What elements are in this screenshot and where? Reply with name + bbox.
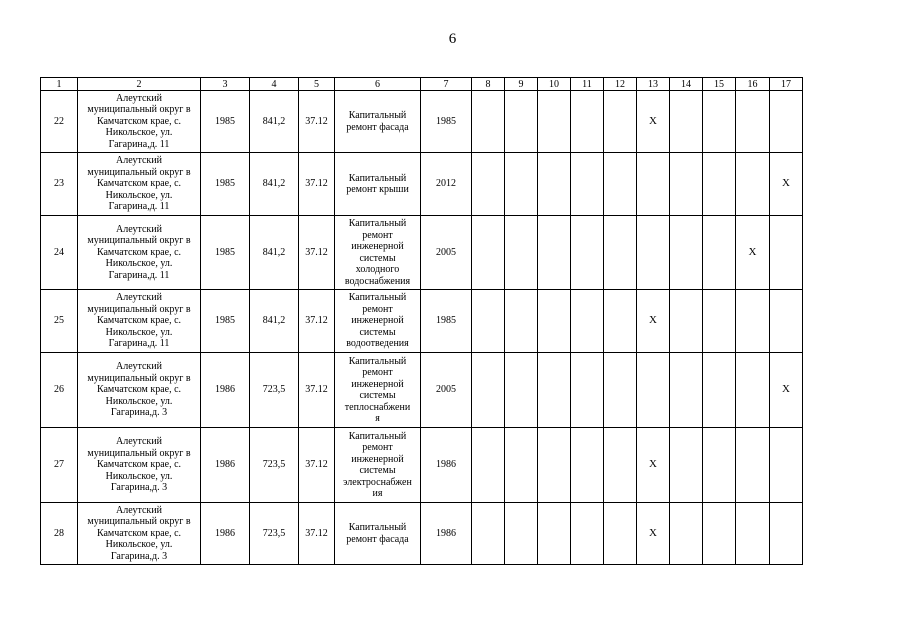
period-cell bbox=[670, 353, 703, 428]
period-cell bbox=[505, 503, 538, 565]
header-cell: 10 bbox=[538, 78, 571, 91]
work-type-cell-line: инженерной bbox=[351, 378, 404, 390]
work-type-cell-line: системы bbox=[359, 326, 396, 338]
address-cell-line: муниципальный округ в bbox=[87, 303, 191, 315]
period-cell bbox=[472, 503, 505, 565]
year-cell: 1985 bbox=[201, 290, 250, 353]
header-cell: 12 bbox=[604, 78, 637, 91]
code-cell: 37.12 bbox=[299, 428, 335, 503]
period-cell bbox=[770, 503, 803, 565]
row-number-cell: 22 bbox=[41, 91, 78, 153]
last-repair-year-cell: 1986 bbox=[421, 428, 472, 503]
period-cell bbox=[736, 290, 770, 353]
period-mark-cell: Х bbox=[637, 503, 670, 565]
period-cell bbox=[637, 216, 670, 290]
header-cell: 1 bbox=[41, 78, 78, 91]
address-cell-line: Гагарина,д. 11 bbox=[108, 201, 170, 213]
period-mark-cell: Х bbox=[637, 91, 670, 153]
work-type-cell-line: ремонт bbox=[362, 229, 393, 241]
code-cell: 37.12 bbox=[299, 353, 335, 428]
header-cell: 4 bbox=[250, 78, 299, 91]
period-mark-cell: Х bbox=[770, 353, 803, 428]
period-mark-cell: Х bbox=[736, 216, 770, 290]
work-type-cell-line: водоотведения bbox=[346, 338, 409, 350]
row-number-cell: 24 bbox=[41, 216, 78, 290]
address-cell-line: Алеутский bbox=[116, 436, 162, 448]
period-cell bbox=[736, 428, 770, 503]
period-cell bbox=[604, 91, 637, 153]
period-cell bbox=[505, 91, 538, 153]
period-cell bbox=[505, 428, 538, 503]
address-cell-line: Гагарина,д. 11 bbox=[108, 138, 170, 150]
period-cell bbox=[703, 503, 736, 565]
period-cell bbox=[736, 503, 770, 565]
last-repair-year-cell: 2005 bbox=[421, 353, 472, 428]
address-cell-line: Никольское, ул. bbox=[105, 258, 173, 270]
work-type-cell bbox=[335, 353, 421, 428]
work-type-cell-line: Капитальный bbox=[348, 430, 407, 442]
address-cell-line: Никольское, ул. bbox=[105, 539, 173, 551]
last-repair-year-cell: 1986 bbox=[421, 503, 472, 565]
work-type-cell-line: инженерной bbox=[351, 315, 404, 327]
address-cell bbox=[78, 216, 201, 290]
header-cell: 6 bbox=[335, 78, 421, 91]
address-cell-line: Алеутский bbox=[116, 292, 162, 304]
work-type-cell-line: электроснабжен bbox=[343, 476, 412, 488]
work-type-cell-line: холодного bbox=[355, 264, 400, 275]
work-type-cell-line: Капитальный bbox=[348, 522, 407, 533]
code-cell: 37.12 bbox=[299, 503, 335, 565]
address-cell-line: муниципальный округ в bbox=[87, 104, 191, 116]
year-cell: 1985 bbox=[201, 91, 250, 153]
address-cell-line: муниципальный округ в bbox=[87, 166, 191, 178]
work-type-cell-line: Капитальный bbox=[348, 110, 407, 121]
work-type-cell-line: ремонт фасада bbox=[346, 533, 409, 545]
address-cell-line: Гагарина,д. 3 bbox=[110, 407, 168, 419]
address-cell-line: Алеутский bbox=[116, 361, 162, 373]
address-cell-line: Алеутский bbox=[116, 92, 162, 104]
address-cell bbox=[78, 91, 201, 153]
period-cell bbox=[538, 353, 571, 428]
period-cell bbox=[571, 216, 604, 290]
year-cell: 1986 bbox=[201, 503, 250, 565]
address-cell-line: Алеутский bbox=[116, 223, 162, 235]
address-cell bbox=[78, 153, 201, 216]
header-cell: 14 bbox=[670, 78, 703, 91]
table-row bbox=[41, 428, 803, 503]
period-cell bbox=[538, 290, 571, 353]
address-cell-line: Камчатском крае, с. bbox=[96, 315, 182, 327]
address-cell-line: Никольское, ул. bbox=[105, 326, 173, 338]
period-cell bbox=[670, 428, 703, 503]
header-cell: 13 bbox=[637, 78, 670, 91]
address-cell bbox=[78, 290, 201, 353]
work-type-cell bbox=[335, 91, 421, 153]
address-cell-line: Никольское, ул. bbox=[105, 189, 173, 201]
period-cell bbox=[670, 91, 703, 153]
page-number: 6 bbox=[448, 31, 457, 47]
address-cell-line: Никольское, ул. bbox=[105, 127, 173, 139]
work-type-cell-line: я bbox=[375, 413, 380, 424]
period-cell bbox=[670, 290, 703, 353]
last-repair-year-cell: 1985 bbox=[421, 290, 472, 353]
code-cell: 37.12 bbox=[299, 153, 335, 216]
period-cell bbox=[703, 216, 736, 290]
period-cell bbox=[736, 353, 770, 428]
address-cell bbox=[78, 428, 201, 503]
work-type-cell-line: инженерной bbox=[351, 241, 404, 252]
work-type-cell-line: ремонт крыши bbox=[346, 184, 409, 195]
address-cell-line: Камчатском крае, с. bbox=[96, 459, 182, 471]
address-cell-line: муниципальный округ в bbox=[87, 372, 191, 384]
period-cell bbox=[703, 428, 736, 503]
address-cell-line: Гагарина,д. 3 bbox=[110, 482, 168, 494]
address-cell-line: Камчатском крае, с. bbox=[96, 384, 182, 396]
period-cell bbox=[770, 428, 803, 503]
period-cell bbox=[637, 353, 670, 428]
header-cell: 16 bbox=[736, 78, 770, 91]
work-type-cell-line: Капитальный bbox=[348, 292, 407, 304]
period-cell bbox=[604, 353, 637, 428]
address-cell bbox=[78, 353, 201, 428]
table-row bbox=[41, 153, 803, 216]
last-repair-year-cell: 2012 bbox=[421, 153, 472, 216]
work-type-cell-line: системы bbox=[359, 465, 396, 476]
row-number-cell: 25 bbox=[41, 290, 78, 353]
period-cell bbox=[472, 153, 505, 216]
period-cell bbox=[571, 91, 604, 153]
period-cell bbox=[637, 153, 670, 216]
row-number-cell: 26 bbox=[41, 353, 78, 428]
work-type-cell-line: водоснабжения bbox=[344, 275, 411, 287]
address-cell-line: Алеутский bbox=[116, 504, 162, 516]
year-cell: 1985 bbox=[201, 153, 250, 216]
last-repair-year-cell: 2005 bbox=[421, 216, 472, 290]
code-cell: 37.12 bbox=[299, 91, 335, 153]
address-cell-line: Никольское, ул. bbox=[105, 395, 173, 407]
work-type-cell-line: Капитальный bbox=[348, 172, 407, 184]
address-cell-line: Гагарина,д. 11 bbox=[108, 338, 170, 350]
area-cell: 723,5 bbox=[250, 503, 299, 565]
work-type-cell bbox=[335, 290, 421, 353]
work-type-cell bbox=[335, 153, 421, 216]
table-row bbox=[41, 353, 803, 428]
work-type-cell bbox=[335, 503, 421, 565]
area-cell: 841,2 bbox=[250, 290, 299, 353]
table-row bbox=[41, 290, 803, 353]
area-cell: 723,5 bbox=[250, 428, 299, 503]
period-cell bbox=[703, 91, 736, 153]
year-cell: 1986 bbox=[201, 353, 250, 428]
table-row bbox=[41, 91, 803, 153]
work-type-cell-line: теплоснабжени bbox=[344, 401, 411, 413]
row-number-cell: 23 bbox=[41, 153, 78, 216]
header-cell: 11 bbox=[571, 78, 604, 91]
period-cell bbox=[770, 91, 803, 153]
work-type-cell-line: ремонт фасада bbox=[346, 121, 409, 133]
work-type-cell-line: ремонт bbox=[362, 442, 393, 453]
period-cell bbox=[505, 153, 538, 216]
work-type-cell-line: ия bbox=[372, 488, 383, 499]
header-cell: 3 bbox=[201, 78, 250, 91]
address-cell bbox=[78, 503, 201, 565]
period-cell bbox=[703, 353, 736, 428]
header-cell: 15 bbox=[703, 78, 736, 91]
period-cell bbox=[571, 353, 604, 428]
period-cell bbox=[472, 290, 505, 353]
period-cell bbox=[538, 216, 571, 290]
period-cell bbox=[670, 503, 703, 565]
header-cell: 8 bbox=[472, 78, 505, 91]
table-body bbox=[41, 78, 803, 565]
period-cell bbox=[571, 428, 604, 503]
period-cell bbox=[736, 91, 770, 153]
work-type-cell bbox=[335, 428, 421, 503]
period-cell bbox=[703, 290, 736, 353]
period-cell bbox=[505, 290, 538, 353]
work-type-cell-line: ремонт bbox=[362, 303, 393, 315]
header-cell: 2 bbox=[78, 78, 201, 91]
header-cell: 17 bbox=[770, 78, 803, 91]
row-number-cell: 27 bbox=[41, 428, 78, 503]
work-type-cell bbox=[335, 216, 421, 290]
header-cell: 5 bbox=[299, 78, 335, 91]
address-cell-line: Камчатском крае, с. bbox=[96, 246, 182, 258]
period-cell bbox=[571, 290, 604, 353]
period-cell bbox=[571, 153, 604, 216]
period-cell bbox=[472, 216, 505, 290]
period-cell bbox=[472, 91, 505, 153]
period-mark-cell: Х bbox=[637, 428, 670, 503]
work-type-cell-line: ремонт bbox=[362, 367, 393, 378]
period-cell bbox=[505, 353, 538, 428]
period-cell bbox=[472, 428, 505, 503]
area-cell: 841,2 bbox=[250, 153, 299, 216]
address-cell-line: муниципальный округ в bbox=[87, 516, 191, 528]
area-cell: 723,5 bbox=[250, 353, 299, 428]
address-cell-line: Гагарина,д. 11 bbox=[108, 269, 170, 281]
period-cell bbox=[538, 153, 571, 216]
period-cell bbox=[571, 503, 604, 565]
period-cell bbox=[538, 503, 571, 565]
address-cell-line: Алеутский bbox=[116, 155, 162, 167]
period-cell bbox=[505, 216, 538, 290]
period-cell bbox=[670, 153, 703, 216]
period-cell bbox=[670, 216, 703, 290]
header-row bbox=[41, 78, 803, 91]
period-mark-cell: Х bbox=[637, 290, 670, 353]
period-mark-cell: Х bbox=[770, 153, 803, 216]
row-number-cell: 28 bbox=[41, 503, 78, 565]
address-cell-line: Никольское, ул. bbox=[105, 470, 173, 482]
address-cell-line: Камчатском крае, с. bbox=[96, 178, 182, 190]
period-cell bbox=[604, 428, 637, 503]
work-type-cell-line: Капитальный bbox=[348, 218, 407, 229]
period-cell bbox=[604, 290, 637, 353]
year-cell: 1985 bbox=[201, 216, 250, 290]
header-cell: 9 bbox=[505, 78, 538, 91]
table-row bbox=[41, 503, 803, 565]
period-cell bbox=[770, 290, 803, 353]
address-cell-line: Камчатском крае, с. bbox=[96, 115, 182, 127]
period-cell bbox=[604, 153, 637, 216]
period-cell bbox=[770, 216, 803, 290]
address-cell-line: муниципальный округ в bbox=[87, 235, 191, 247]
code-cell: 37.12 bbox=[299, 290, 335, 353]
work-type-cell-line: системы bbox=[359, 252, 396, 264]
period-cell bbox=[604, 503, 637, 565]
header-cell: 7 bbox=[421, 78, 472, 91]
address-cell-line: Камчатском крае, с. bbox=[96, 527, 182, 539]
year-cell: 1986 bbox=[201, 428, 250, 503]
code-cell: 37.12 bbox=[299, 216, 335, 290]
period-cell bbox=[703, 153, 736, 216]
area-cell: 841,2 bbox=[250, 216, 299, 290]
period-cell bbox=[472, 353, 505, 428]
area-cell: 841,2 bbox=[250, 91, 299, 153]
period-cell bbox=[736, 153, 770, 216]
period-cell bbox=[538, 428, 571, 503]
work-type-cell-line: инженерной bbox=[351, 453, 404, 465]
period-cell bbox=[538, 91, 571, 153]
work-type-cell-line: Капитальный bbox=[348, 355, 407, 367]
work-type-cell-line: системы bbox=[359, 390, 396, 401]
table-row bbox=[41, 216, 803, 290]
last-repair-year-cell: 1985 bbox=[421, 91, 472, 153]
period-cell bbox=[604, 216, 637, 290]
address-cell-line: Гагарина,д. 3 bbox=[110, 550, 168, 562]
repair-schedule-table bbox=[40, 77, 803, 565]
address-cell-line: муниципальный округ в bbox=[87, 447, 191, 459]
